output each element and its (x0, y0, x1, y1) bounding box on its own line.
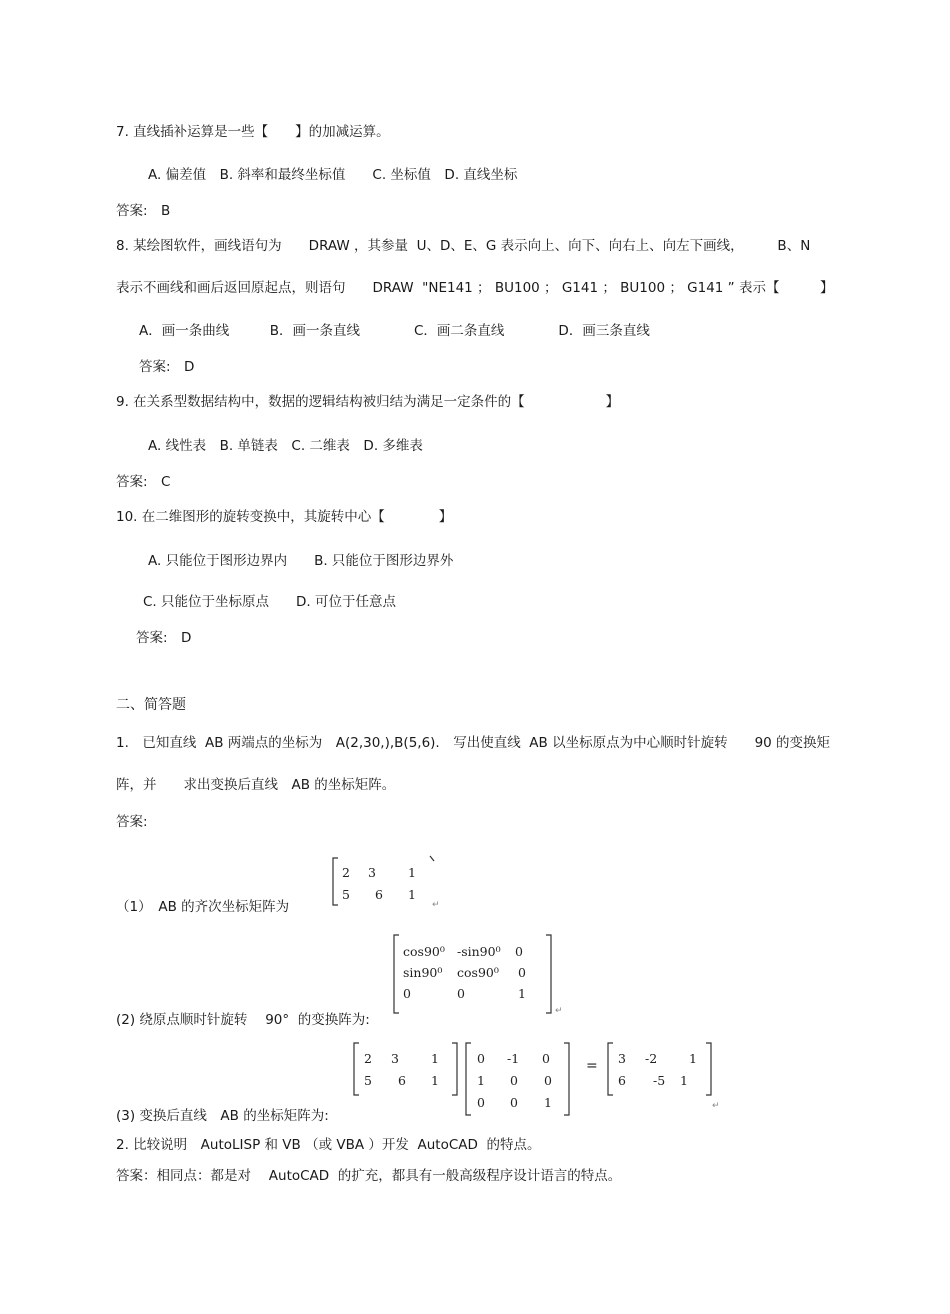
sq1-answer-label: 答案: (116, 814, 148, 830)
matrix-prodl-cell: 1 (431, 1051, 439, 1066)
matrix-ab-cell: 3 (368, 865, 376, 880)
matrix-rot-cell: -sin90⁰ (457, 944, 501, 959)
q10-options-line2: C. 只能位于坐标原点 D. 可位于任意点 (143, 594, 396, 610)
matrix-result-cell: -2 (645, 1051, 658, 1066)
q8-stem-line2: 表示不画线和画后返回原起点，则语句 DRAW "NE141 ； BU100 ； G141 ； BU100 ； G141 ” 表示【 】 (116, 280, 834, 296)
matrix-prodr-cell: 0 (477, 1095, 485, 1110)
return-mark-icon: ↵ (555, 1006, 563, 1016)
return-mark-icon: ↵ (432, 900, 440, 910)
q10-options-line1: A. 只能位于图形边界内 B. 只能位于图形边界外 (148, 553, 454, 569)
matrix-rot-cell: 1 (518, 986, 526, 1001)
q8-answer: 答案: D (139, 359, 195, 375)
matrix-result-cell: 3 (618, 1051, 626, 1066)
step2-text: (2) 绕原点顺时针旋转 90° 的变换阵为: (116, 1012, 370, 1028)
matrix-prodl-cell: 6 (398, 1073, 406, 1088)
matrix-prodr-cell: 1 (544, 1095, 552, 1110)
matrix-rotation (391, 933, 557, 1015)
matrix-prodr-cell: 0 (542, 1051, 550, 1066)
q7-answer: 答案: B (116, 203, 171, 219)
matrix-rot-cell: cos90⁰ (457, 965, 499, 980)
q8-options: A．画一条曲线 B．画一条直线 C．画二条直线 D．画三条直线 (139, 323, 650, 339)
matrix-ab (330, 855, 440, 909)
matrix-prodr-cell: 0 (477, 1051, 485, 1066)
return-mark-icon: ↵ (712, 1101, 720, 1111)
matrix-ab-cell: 6 (375, 887, 383, 902)
q9-options: A. 线性表 B. 单链表 C. 二维表 D. 多维表 (148, 438, 423, 454)
matrix-ab-cell: 1 (408, 865, 416, 880)
matrix-prodr-cell: 0 (510, 1095, 518, 1110)
matrix-result-cell: 6 (618, 1073, 626, 1088)
q10-answer: 答案: D (136, 630, 192, 646)
matrix-prodr-cell: -1 (507, 1051, 520, 1066)
matrix-rot-cell: 0 (515, 944, 523, 959)
matrix-prodl-cell: 5 (364, 1073, 372, 1088)
matrix-result (605, 1041, 717, 1097)
matrix-rot-cell: cos90⁰ (403, 944, 445, 959)
sq2-stem: 2. 比较说明 AutoLISP 和 VB （或 VBA ）开发 AutoCAD 的特点。 (116, 1137, 541, 1153)
q10-stem: 10. 在二维图形的旋转变换中，其旋转中心【 】 (116, 509, 453, 525)
sq1-stem-line1: 1. 已知直线 AB 两端点的坐标为 A(2,30,),B(5,6). 写出使直线 AB 以坐标原点为中心顺时针旋转 90 的变换矩 (116, 735, 831, 751)
q9-answer: 答案: C (116, 474, 171, 490)
matrix-prodl-cell: 3 (391, 1051, 399, 1066)
matrix-product-right (463, 1041, 575, 1117)
matrix-prodr-cell: 0 (510, 1073, 518, 1088)
q8-stem-line1: 8. 某绘图软件，画线语句为 DRAW ，其参量 U、D、E、G 表示向上、向下、向右上、向左下画线， B、N (116, 238, 811, 254)
q7-options: A. 偏差值 B. 斜率和最终坐标值 C. 坐标值 D. 直线坐标 (148, 167, 518, 183)
matrix-result-cell: -5 (653, 1073, 666, 1088)
matrix-prodr-cell: 1 (477, 1073, 485, 1088)
sq1-stem-line2: 阵，并 求出变换后直线 AB 的坐标矩阵。 (116, 777, 396, 793)
matrix-ab-cell: 1 (408, 887, 416, 902)
q9-stem: 9. 在关系型数据结构中，数据的逻辑结构被归结为满足一定条件的【 】 (116, 394, 620, 410)
matrix-rot-cell: 0 (518, 965, 526, 980)
sq2-answer: 答案：相同点：都是对 AutoCAD 的扩充，都具有一般高级程序设计语言的特点。 (116, 1168, 622, 1184)
matrix-product-left (351, 1041, 463, 1097)
matrix-ab-cell: 2 (342, 865, 350, 880)
step3-text: (3) 变换后直线 AB 的坐标矩阵为: (116, 1108, 329, 1124)
matrix-rot-cell: sin90⁰ (403, 965, 443, 980)
matrix-result-cell: 1 (680, 1073, 688, 1088)
matrix-prodl-cell: 1 (431, 1073, 439, 1088)
equals-sign: = (586, 1058, 598, 1074)
step1-text: （1） AB 的齐次坐标矩阵为 (116, 899, 290, 915)
matrix-prodl-cell: 2 (364, 1051, 372, 1066)
section-heading: 二、简答题 (116, 697, 186, 713)
matrix-ab-cell: 5 (342, 887, 350, 902)
q7-stem: 7. 直线插补运算是一些【 】的加减运算。 (116, 124, 390, 140)
matrix-result-cell: 1 (689, 1051, 697, 1066)
matrix-rot-cell: 0 (457, 986, 465, 1001)
matrix-prodr-cell: 0 (544, 1073, 552, 1088)
matrix-rot-cell: 0 (403, 986, 411, 1001)
